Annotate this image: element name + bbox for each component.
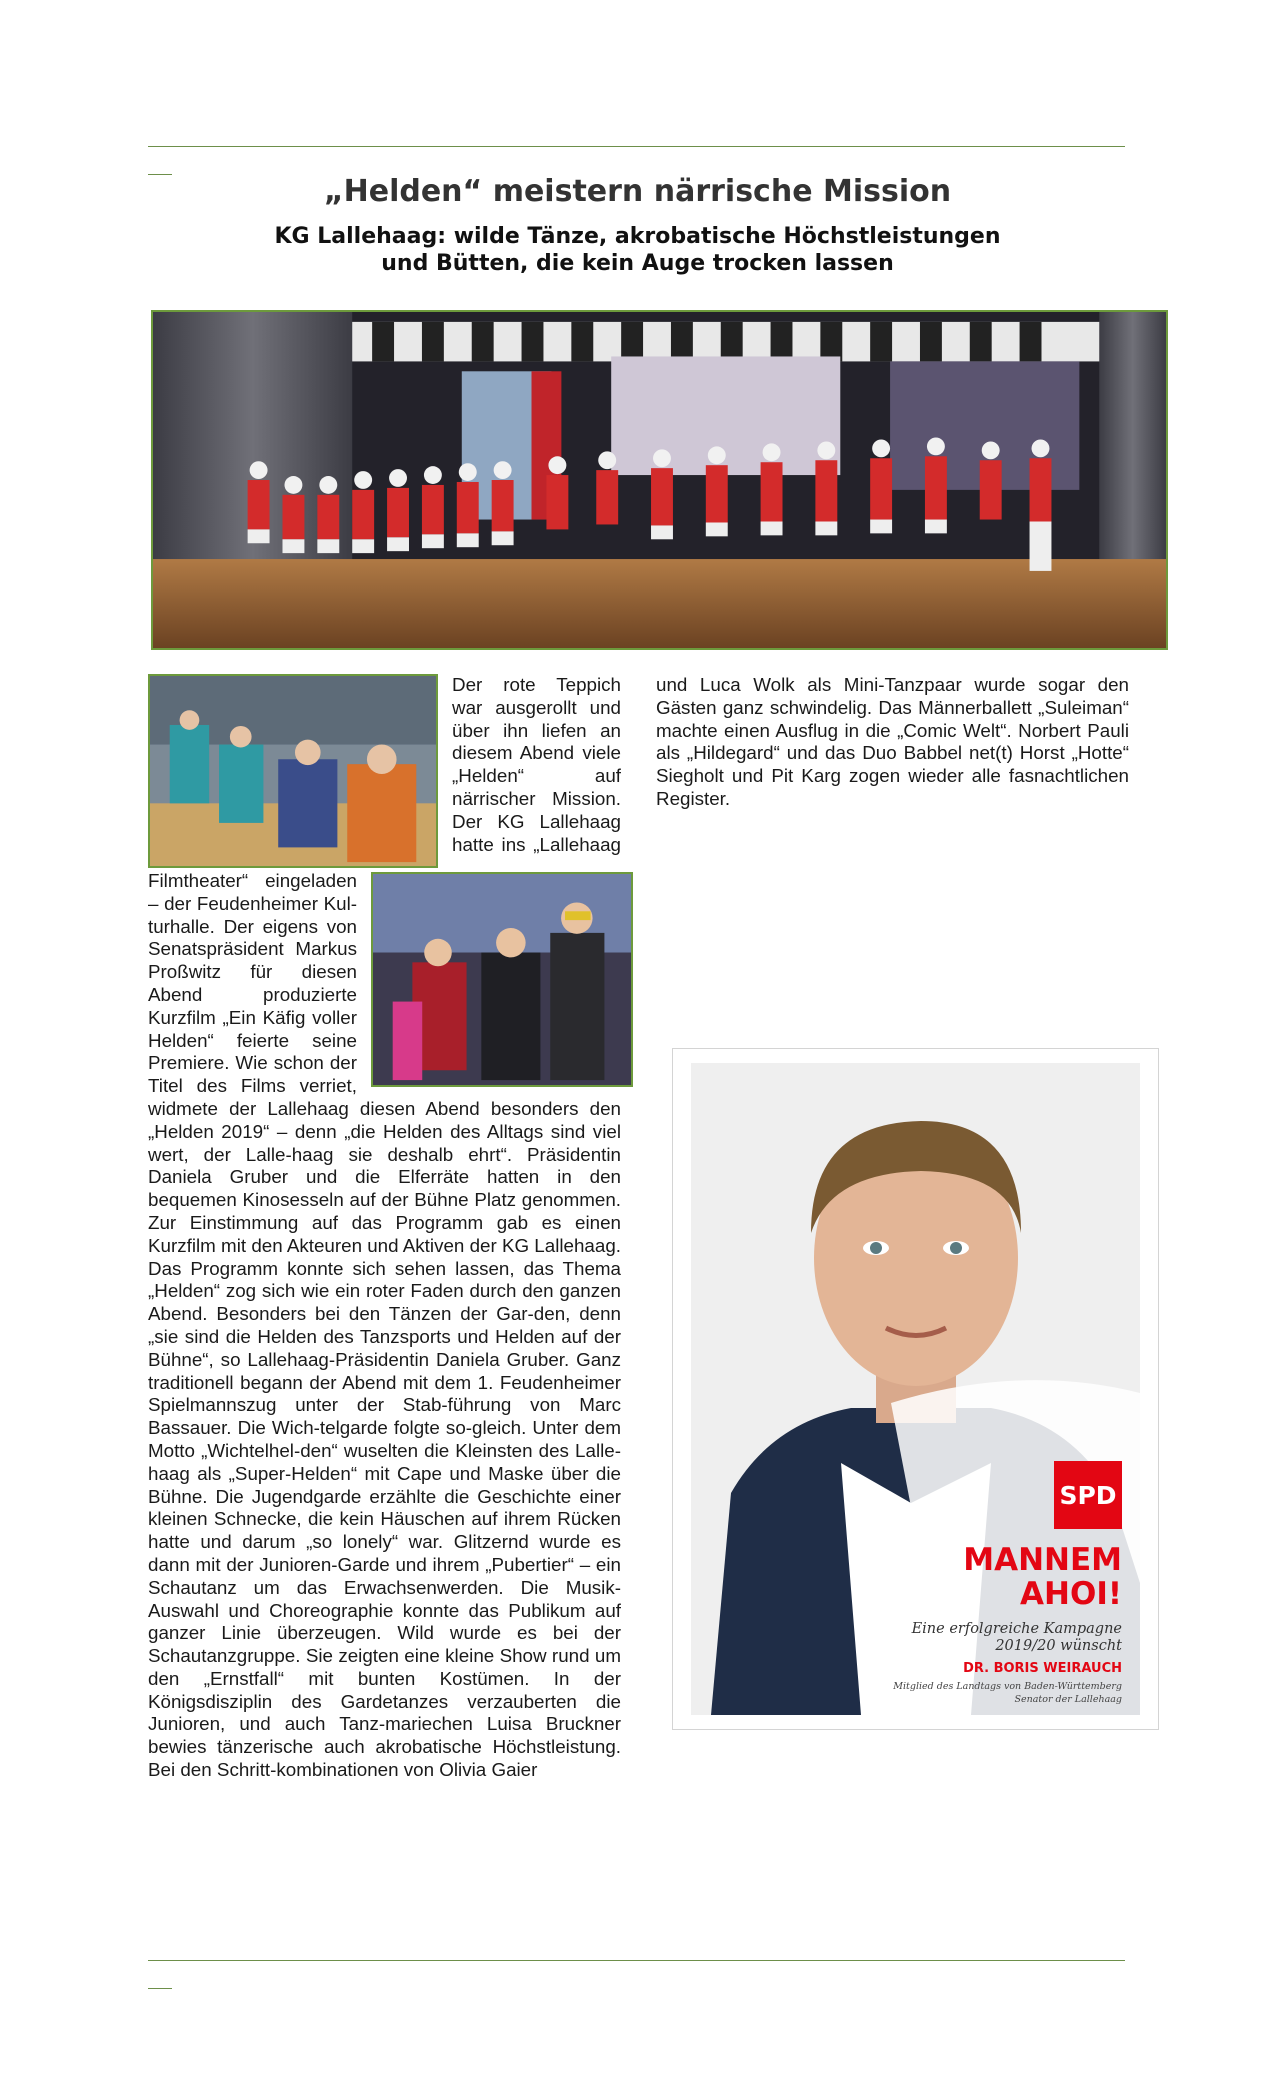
column-1-text-part-1: Der rote Teppich war ausgerollt und über ihn liefen an diesem Abend viele „Helden“ auf närrischer Mission. Der KG Lallehaag hatte ins „Lallehaag Filmtheater“ eingeladen – der Feudenheimer Kul-turhalle. Der eigens von Senatspräsident Markus Proßwitz für diesen Abend produzierte Kurzfilm „Ein Käfig voller Helden“ feierte seine Premiere. Wie schon der Titel des Films verriet, widmete der Lallehaag diesen Abend besonders den „Helden 2019“ – denn „die Helden des Alltags sind viel wert, der Lalle-haag sie deshalb ehrt“. Präsidentin Daniela Gruber und die Elferräte hatten in den bequemen Kinosesseln auf der Bühne Platz genommen. Zur Einstimmung auf das Programm gab es einen Kurzfilm mit den Akteuren und Aktiven der KG Lallehaag. Das Programm konnte sich sehen lassen, das Thema „Helden“ zog sich wie ein roter Faden durch den ganzen Abend. Besonders bei den Tänzen der Gar-den, denn „sie sind die Helden des Tanzsports und Helden auf der Bühne“, so Lallehaag-Präsidentin Daniela Gruber. xyxy=(148,674,621,1370)
bottom-divider-line xyxy=(148,1960,1125,1961)
ad-slogan xyxy=(862,1543,1122,1611)
tagline-line-1: Eine erfolgreiche Kampagne xyxy=(911,1621,1122,1637)
stage-dancers-photo xyxy=(151,310,1168,650)
slogan-line-1: MANNEM xyxy=(963,1542,1122,1578)
spd-advertisement xyxy=(672,1048,1159,1730)
bottom-divider-tick xyxy=(148,1988,172,1989)
ad-role-line-1: Mitglied des Landtags von Baden-Württemberg xyxy=(893,1681,1122,1692)
kino-sessel-photo xyxy=(148,674,438,868)
article-column-1 xyxy=(148,674,621,1926)
top-divider-line xyxy=(148,146,1125,147)
spd-logo: SPD xyxy=(1054,1461,1122,1529)
subheadline-line-2: und Bütten, die kein Auge trocken lassen xyxy=(381,251,894,276)
ad-person-name: DR. BORIS WEIRAUCH xyxy=(963,1661,1122,1676)
wichtelgarde-photo xyxy=(371,872,633,1087)
tagline-line-2: 2019/20 wünscht xyxy=(995,1638,1122,1654)
ad-role-line-2: Senator der Lallehaag xyxy=(1014,1694,1122,1705)
article-subheadline xyxy=(0,223,1275,277)
article-headline: „Helden“ meistern närrische Mission xyxy=(323,174,952,209)
ad-portrait-panel xyxy=(691,1063,1140,1715)
subheadline-line-1: KG Lallehaag: wilde Tänze, akrobatische Höchstleistungen xyxy=(274,224,1001,249)
article-column-2: und Luca Wolk als Mini-Tanzpaar wurde sogar den Gästen ganz schwindelig. Das Männerballett „Suleiman“ machte einen Ausflug in die „Comic Welt“. Norbert Pauli als „Hildegard“ und das Duo Babbel net(t) Horst „Hotte“ Siegholt und Pit Karg zogen wieder alle fasnachtlichen Register. xyxy=(656,674,1129,809)
portrait-image xyxy=(691,1063,1140,1715)
slogan-line-2: AHOI! xyxy=(1020,1576,1122,1612)
column-1-text-part-2: Ganz traditionell begann der Abend mit dem 1. Feudenheimer Spielmannszug unter der Stab-führung von Marc Bassauer. Die Wich-telgarde folgte so-gleich. Unter dem Motto „Wichtelhel-den“ wuselten die Kleinsten des Lalle-haag als „Super-Helden“ mit Cape und Maske über die Bühne. Die Jugendgarde erzählte die Geschichte einer kleinen Schnecke, die kein Häuschen auf ihrem Rücken hatte und darum „so lonely“ war. Glitzernd wurde es dann mit der Junioren-Garde und ihrem „Pubertier“ – ein Schautanz um das Erwachsenwerden. Die Musik-Auswahl und Choreographie konnte das Publikum auf ganzer Linie überzeugen. Wild wurde es bei der Schautanzgruppe. Sie zeigten eine kleine Show rund um den „Ernstfall“ mit bunten Kostümen. In der Königsdisziplin des Gardetanzes verzauberten die Junioren, und auch Tanz-mariechen Luisa Bruckner bewies tänzerische auch akrobatische Höchstleistung. Bei den Schritt-kombinationen von Olivia Gaier xyxy=(148,1348,621,1781)
ad-tagline xyxy=(862,1621,1122,1655)
